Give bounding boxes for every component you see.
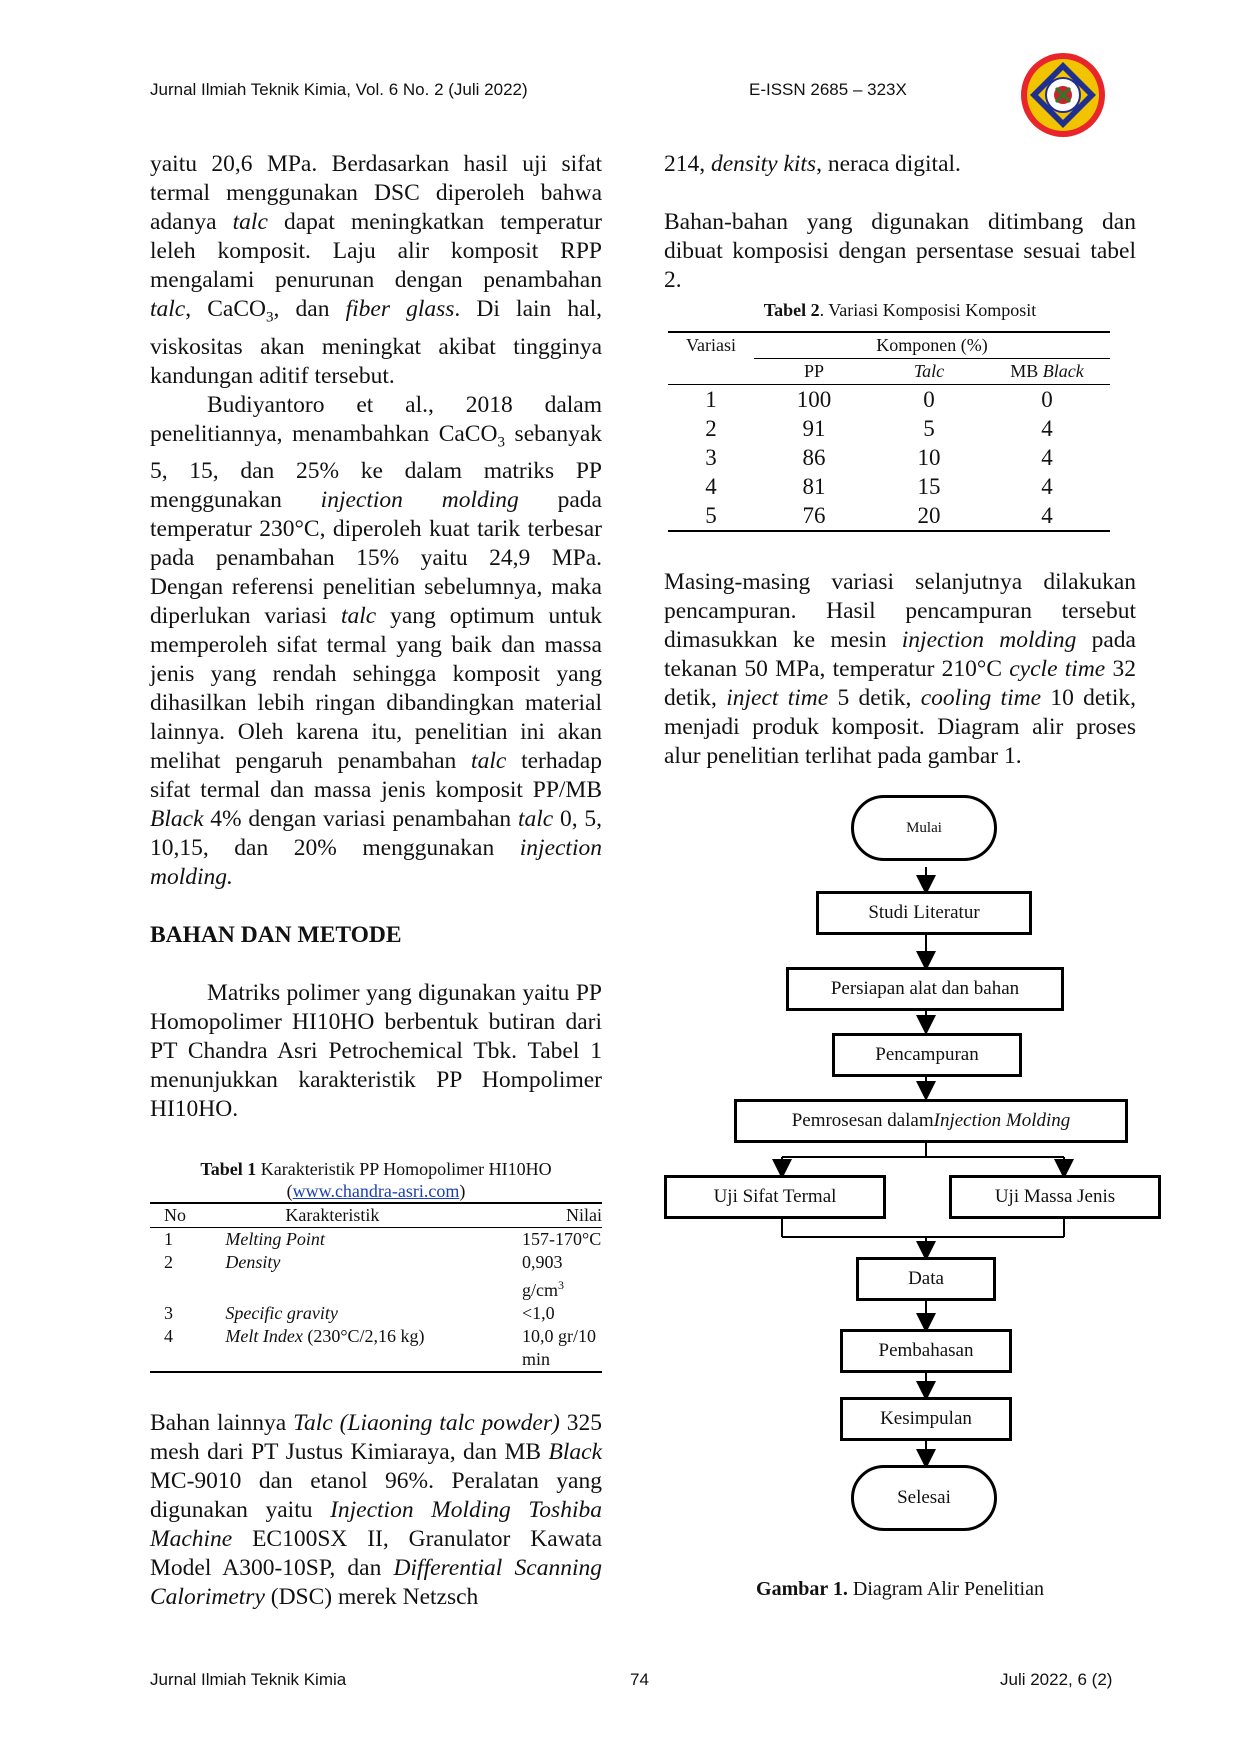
left-paragraph-3: Matriks polimer yang digunakan yaitu PP Homopolimer HI10HO berbentuk butiran dari PT Chandra Asri Petrochemical Tbk. Tabel 1 menunjukkan karakteristik PP Hompolimer HI10HO. — [150, 980, 602, 1123]
figure-1-caption: Gambar 1. Diagram Alir Penelitian — [756, 1578, 1044, 1600]
table-1-link[interactable]: www.chandra-asri.com — [292, 1181, 460, 1202]
table-row: 3 86 10 4 — [705, 445, 1053, 470]
t1-header-nilai: Nilai — [566, 1205, 602, 1226]
left-paragraph-1: yaitu 20,6 MPa. Berdasarkan hasil uji sifat termal menggunakan DSC diperoleh bahwa adanya talc dapat meningkatkan temperatur leleh komposit. Laju alir komposit RPP mengalami penurunan dengan penambahan talc, CaCO$_3$, dan fiber glass. Di lain hal, viskositas akan meningkat akibat tingginya kandungan aditif tersebut. — [150, 151, 603, 389]
footer-journal: Jurnal Ilmiah Teknik Kimia — [150, 1670, 347, 1689]
left-paragraph-4: Bahan lainnya Talc (Liaoning talc powder) 325 mesh dari PT Justus Kimiaraya, dan MB Black MC-9010 dan etanol 96%. Peralatan yang digunakan yaitu Injection Molding Toshiba Machine EC100SX II, Granulator Kawata Model A300-10SP, dan Differential Scanning Calorimetry (DSC) merek Netzsch — [150, 1410, 603, 1611]
flow-step-pencampuran: Pencampuran — [832, 1033, 1022, 1077]
university-seal-icon — [1020, 52, 1106, 138]
section-heading: BAHAN DAN METODE — [150, 922, 402, 949]
right-paragraph-1: 214, density kits, neraca digital. — [664, 151, 961, 177]
table-row: 1 100 0 0 — [705, 387, 1053, 412]
right-column — [664, 150, 1136, 771]
right-paragraph-2: Bahan-bahan yang digunakan ditimbang dan dibuat komposisi dengan persentase sesuai tabel 2. — [664, 209, 1136, 293]
flow-step-kesimpulan: Kesimpulan — [840, 1397, 1012, 1441]
flow-step-persiapan: Persiapan alat dan bahan — [786, 967, 1064, 1011]
running-header-issn: E-ISSN 2685 – 323X — [749, 80, 907, 99]
t2-header-komponen: Komponen (%) — [876, 335, 988, 355]
right-paragraph-3: Masing-masing variasi selanjutnya dilakukan pencampuran. Hasil pencampuran tersebut dimasukkan ke mesin injection molding pada tekanan 50 MPa, temperatur 210°C cycle time 32 detik, inject time 5 detik, cooling time 10 detik, menjadi produk komposit. Diagram alir proses alur penelitian terlihat pada gambar 1. — [664, 569, 1136, 769]
table-row: 4 81 15 4 — [705, 474, 1053, 499]
table-row: 5 76 20 4 — [668, 501, 1110, 531]
t1-header-karakteristik: Karakteristik — [285, 1205, 380, 1226]
table-2-caption: Tabel 2. Variasi Komposisi Komposit — [763, 300, 1037, 320]
left-column — [150, 150, 602, 1612]
flow-step-data: Data — [856, 1257, 996, 1301]
left-paragraph-2: Budiyantoro et al., 2018 dalam penelitiannya, menambahkan CaCO$_3$ sebanyak 5, 15, dan 25% ke dalam matriks PP menggunakan injection molding pada temperatur 230°C, diperoleh kuat tarik terbesar pada penambahan 15% yaitu 24,9 MPa. Dengan referensi penelitian sebelumnya, maka diperlukan variasi talc yang optimum untuk memperoleh sifat termal yang baik dan massa jenis yang rendah sehingga komposit yang dihasilkan lebih ringan dibandingkan material lainnya. Oleh karena itu, penelitian ini akan melihat pengaruh penambahan talc terhadap sifat termal dan massa jenis komposit PP/MB Black 4% dengan variasi penambahan talc 0, 5, 10,15, dan 20% menggunakan injection molding. — [150, 391, 603, 891]
t2-header-variasi: Variasi — [686, 335, 736, 356]
table-1-caption: Tabel 1 Karakteristik PP Homopolimer HI10HO (www.chandra-asri.com) — [200, 1159, 552, 1202]
t2-header-pp: PP — [754, 359, 874, 385]
flow-step-studi-literatur: Studi Literatur — [816, 891, 1032, 935]
running-header-journal: Jurnal Ilmiah Teknik Kimia, Vol. 6 No. 2 (Juli 2022) — [150, 80, 528, 99]
footer-date: Juli 2022, 6 (2) — [1000, 1670, 1113, 1689]
flow-step-pembahasan: Pembahasan — [840, 1329, 1012, 1373]
t2-header-talc: Talc — [913, 361, 945, 381]
flow-step-pemrosesan: Pemrosesan dalam Injection Molding — [734, 1099, 1128, 1143]
table-row: 4 Melt Index (230°C/2,16 kg) 10,0 gr/10 min — [150, 1325, 602, 1372]
table-1 — [150, 1202, 602, 1373]
footer-page-number: 74 — [630, 1670, 649, 1689]
flow-step-uji-massa-jenis: Uji Massa Jenis — [949, 1175, 1161, 1219]
table-row: 1 Melting Point 157-170°C — [164, 1229, 602, 1250]
flow-start: Mulai — [851, 795, 997, 861]
table-2: Variasi Komponen (%) PP Talc MB Black 1 100 0 0 2 91 5 4 3 86 10 4 4 81 15 4 5 76 20 4 — [668, 331, 1110, 532]
flow-step-uji-sifat-termal: Uji Sifat Termal — [664, 1175, 886, 1219]
t1-header-no: No — [164, 1205, 186, 1226]
t2-header-mb: MB — [1010, 361, 1043, 381]
table-row: 2 91 5 4 — [705, 416, 1053, 441]
table-row: 3 Specific gravity <1,0 — [164, 1303, 555, 1324]
table-row: 2 Density 0,903 $g/cm^3$ — [164, 1252, 564, 1301]
flowchart — [664, 795, 1164, 1515]
flow-end: Selesai — [851, 1465, 997, 1531]
